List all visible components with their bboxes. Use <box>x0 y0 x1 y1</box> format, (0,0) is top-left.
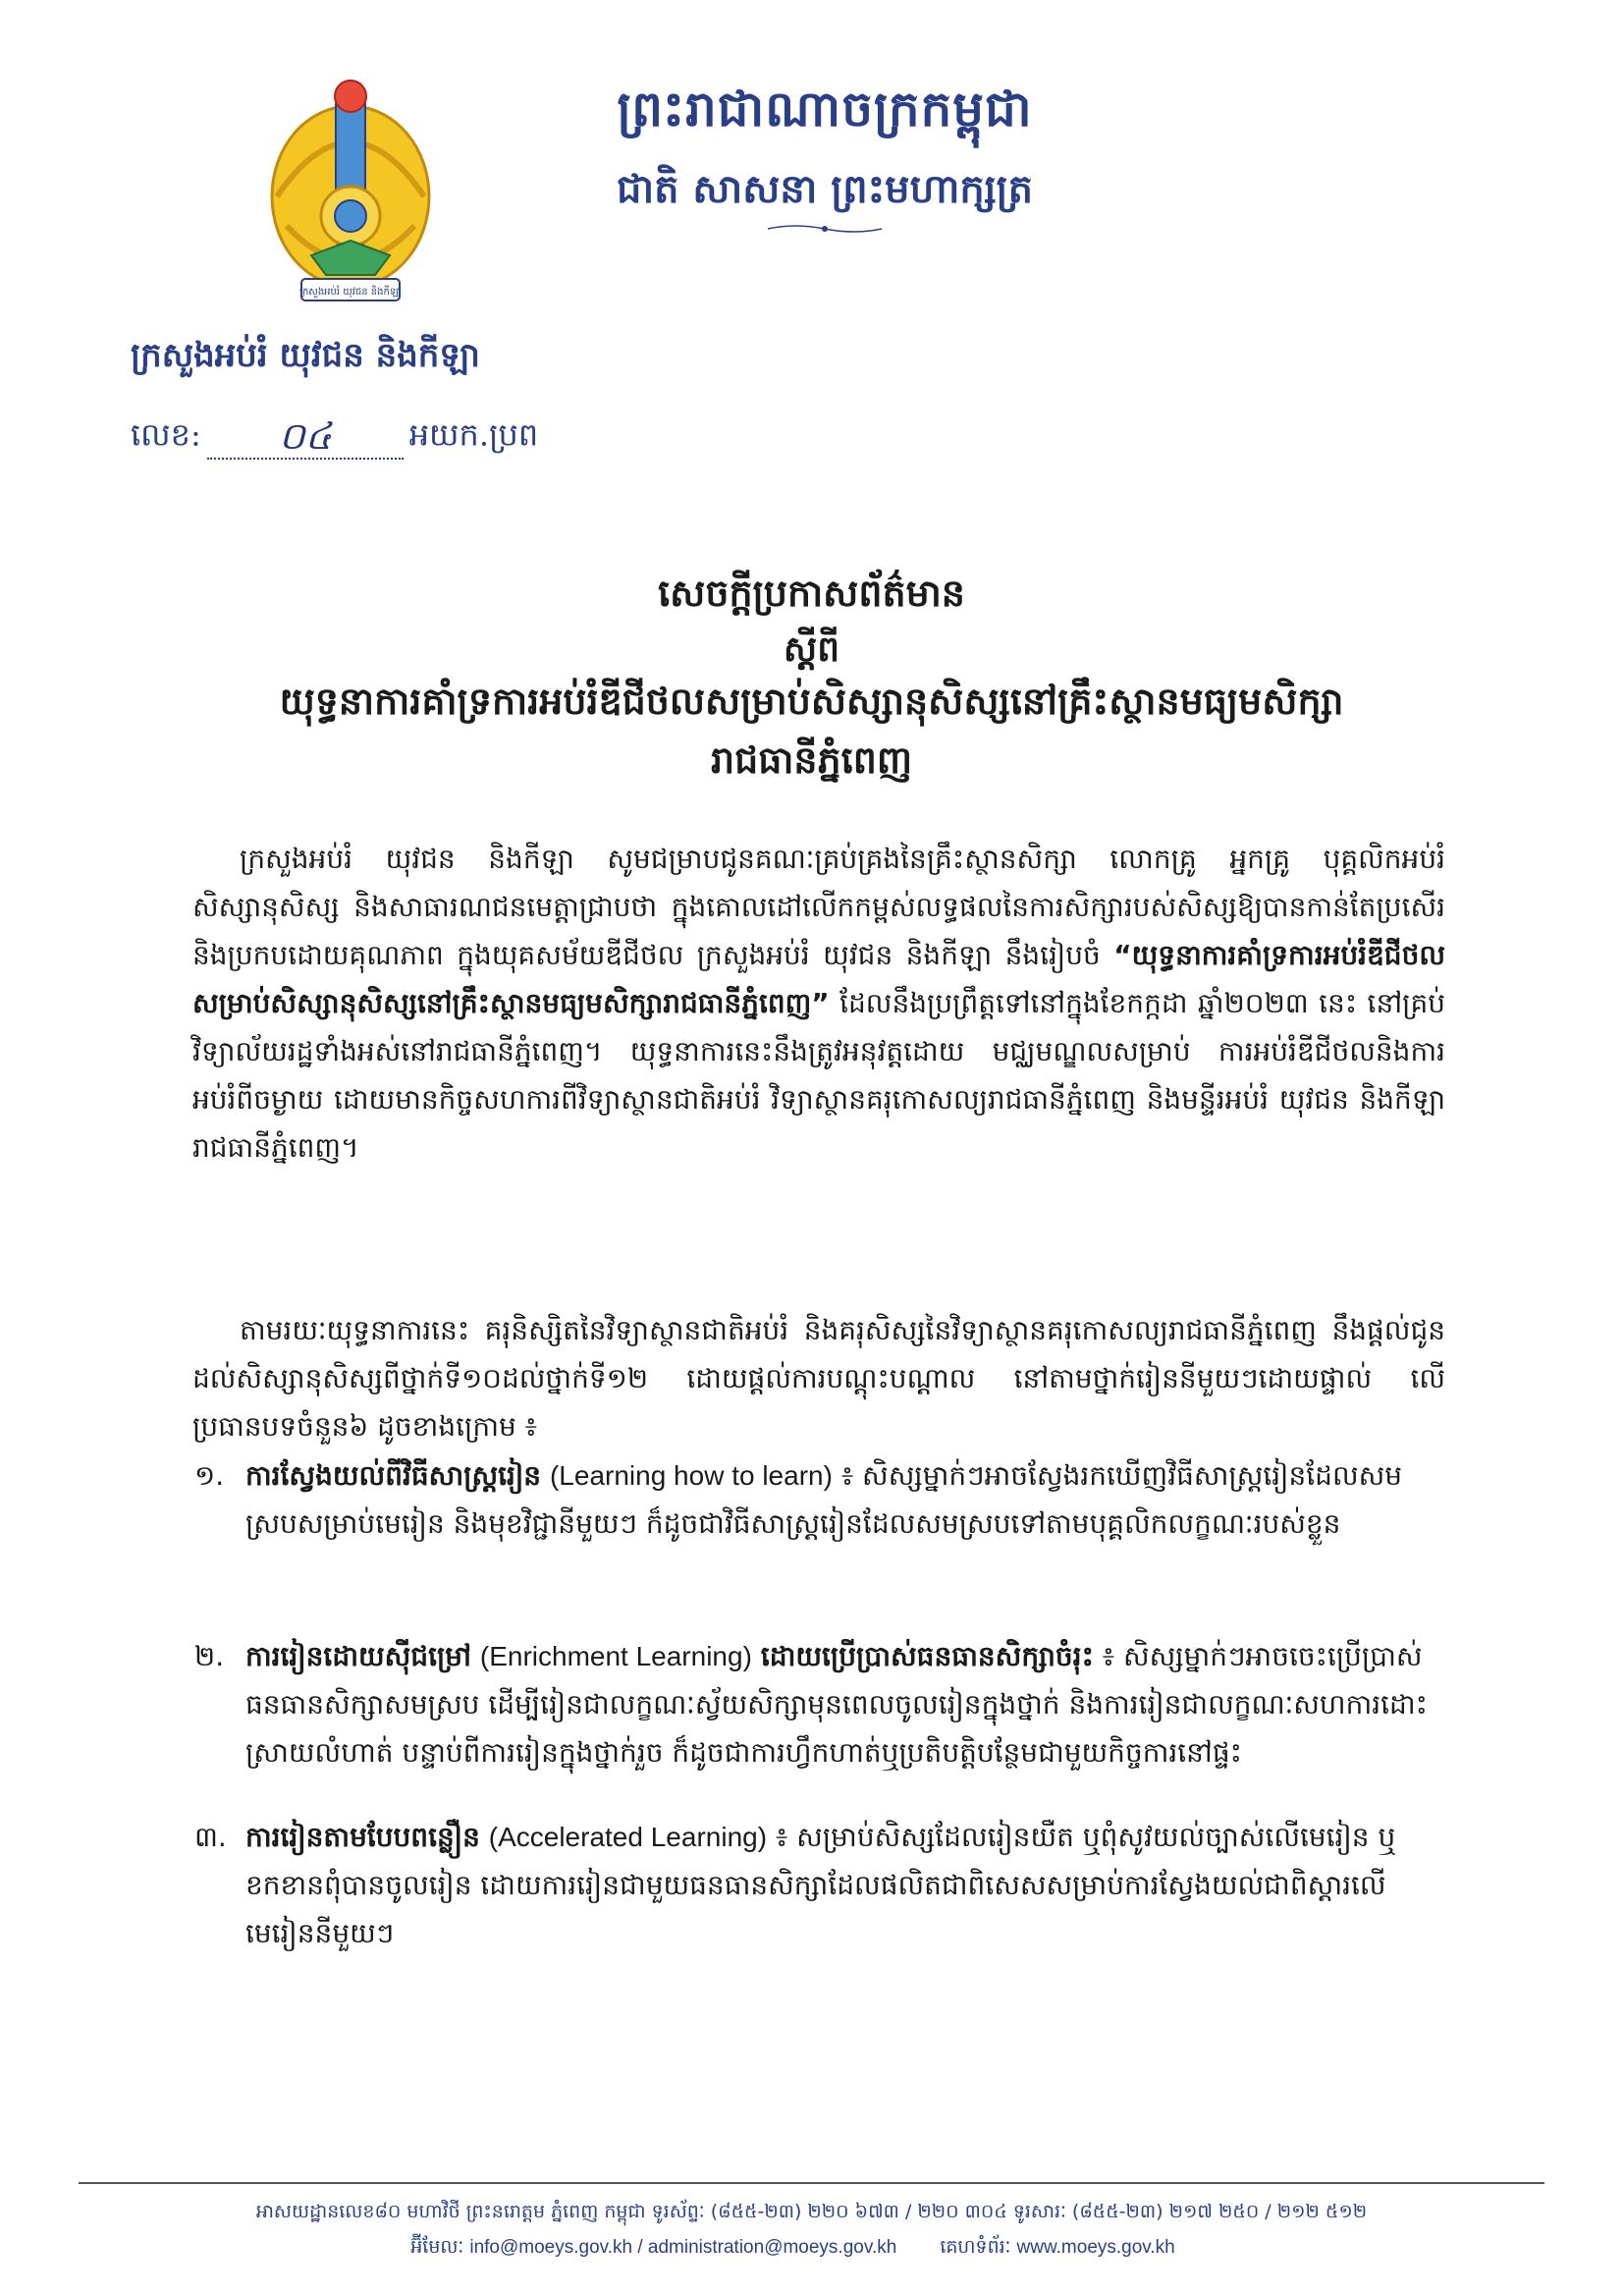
national-motto: ជាតិ សាសនា ព្រះមហាក្សត្រ <box>617 166 1033 212</box>
p2-text: តាមរយៈយុទ្ធនាការនេះ គរុនិស្សិតនៃវិទ្យាស្ថានជាតិអប់រំ និងគរុសិស្សនៃវិទ្យាស្ថានគរុកោសល្យរាជធានីភ្នំពេញ នឹងផ្តល់ជូនដល់សិស្សានុសិស្សពីថ្នាក់ទី១០ដល់ថ្នាក់ទី១២ ដោយផ្តល់ការបណ្តុះបណ្តាល នៅតាមថ្នាក់រៀននីមួយៗដោយផ្ទាល់ លើប្រធានបទចំនួន៦ ដូចខាងក្រោម ៖ <box>192 1314 1445 1443</box>
footer-contacts <box>79 2235 1544 2263</box>
website-value[interactable]: www.moeys.gov.kh <box>1016 2237 1175 2258</box>
item-heading-cont: ដោយប្រើប្រាស់ធនធានសិក្សាចំរុះ <box>760 1640 1094 1672</box>
ministry-name: ក្រសួងអប់រំ យុវជន និងកីឡា <box>131 336 480 375</box>
reference-number-line <box>131 409 538 465</box>
title-about: ស្តីពី <box>783 629 840 670</box>
title-subject: យុទ្ធនាការគាំទ្រការអប់រំឌីជីថលសម្រាប់សិស្សានុសិស្សនៅគ្រឹះស្ថានមធ្យមសិក្សា <box>279 679 1344 723</box>
item-text: ៖ សម្រាប់សិស្សដែលរៀនយឺត ឬពុំសូវយល់ច្បាស់លើមេរៀន ឬខកខានពុំបានចូលរៀន ដោយការរៀនជាមួយធនធានសិក្សាដែលផលិតជាពិសេសសម្រាប់ការស្វែងយល់ជាពិស្តារលើមេរៀននីមួយៗ <box>245 1821 1396 1949</box>
title-location: រាជធានីភ្នំពេញ <box>710 738 913 782</box>
footer-divider <box>79 2182 1544 2184</box>
email-label: អ៊ីមែលៈ <box>410 2236 464 2258</box>
item-english: (Learning how to learn) <box>549 1460 833 1491</box>
p1-campaign-name: “យុទ្ធនាការគាំទ្រការអប់រំឌីជីថលសម្រាប់សិស្សានុសិស្សនៅគ្រឹះស្ថានមធ្យមសិក្សារាជធានីភ្នំពេញ” <box>192 939 1446 1019</box>
ref-suffix: អយក.ប្រព <box>408 415 539 454</box>
footer-address: អាសយដ្ឋានលេខ៨០ មហាវិថី ព្រះនរោត្តម ភ្នំពេញ កម្ពុជា ទូរស័ព្ទៈ (៨៥៥-២៣) ២២០ ៦៧៣ / ២២០ ៣០៤ ទូរសារៈ (៨៥៥-២៣) ២១៧ ២៥០ / ២១២ ៥១២ <box>255 2201 1368 2222</box>
ornament-divider <box>766 221 884 237</box>
emblem-caption: ក្រសួងអប់រំ យុវជន និងកីឡា <box>298 287 403 298</box>
ref-number-handwritten: ០៤ <box>278 414 332 458</box>
item-number: ៣. <box>194 1821 227 1853</box>
kingdom-header <box>550 79 1100 222</box>
item-heading: ការរៀនតាមបែបពន្លឿន <box>245 1821 480 1853</box>
document-title: សេចក្តីប្រកាសព័ត៌មាន <box>658 571 965 615</box>
item-heading: ការស្វែងយល់ពីវិធីសាស្ត្ររៀន <box>245 1459 542 1492</box>
kingdom-name: ព្រះរាជាណាចក្រកម្ពុជា <box>617 80 1033 137</box>
item-text: ៖ សិស្សម្នាក់ៗអាចស្វែងរកឃើញវិធីសាស្ត្ររៀនដែលសមស្របសម្រាប់មេរៀន និងមុខវិជ្ជានីមួយៗ ក៏ដូចជាវិធីសាស្ត្ររៀនដែលសមស្របទៅតាមបុគ្គលិកលក្ខណៈរបស់ខ្លួន <box>245 1459 1403 1540</box>
item-heading: ការរៀនដោយស៊ីជម្រៅ <box>245 1640 471 1672</box>
ref-label: លេខ: <box>131 415 201 454</box>
list-item <box>194 1632 1445 1777</box>
p1-text-b: ដែលនឹងប្រព្រឹត្តទៅនៅក្នុងខែកក្កដា ឆ្នាំ២០២៣ នេះ នៅគ្រប់ វិទ្យាល័យរដ្ឋទាំងអស់នៅរាជធានីភ្នំពេញ។ យុទ្ធនាការនេះនឹងត្រូវអនុវត្តដោយ មជ្ឈមណ្ឌលសម្រាប់ ការអប់រំឌីជីថលនិងការអប់រំពីចម្ងាយ ដោយមានកិច្ចសហការពីវិទ្យាស្ថានជាតិអប់រំ វិទ្យាស្ថានគរុកោសល្យរាជធានីភ្នំពេញ និងមន្ទីរអប់រំ យុវជន និងកីឡារាជធានីភ្នំពេញ។ <box>192 987 1445 1164</box>
paragraph-topics-intro <box>192 1306 1445 1450</box>
p1-text-a: ក្រសួងអប់រំ យុវជន និងកីឡា សូមជម្រាបជូនគណៈគ្រប់គ្រងនៃគ្រឹះស្ថានសិក្សា លោកគ្រូ អ្នកគ្រូ បុគ្គលិកអប់រំ សិស្សានុសិស្ស និងសាធារណជនមេត្តាជ្រាបថា ក្នុងគោលដៅលើកកម្ពស់លទ្ធផលនៃការសិក្សារបស់សិស្សឱ្យបានកាន់តែប្រសើរនិងប្រកបដោយគុណភាព ក្នុងយុគសម័យឌីជីថល ក្រសួងអប់រំ យុវជន និងកីឡា នឹងរៀបចំ <box>192 843 1445 971</box>
item-text: ៖ សិស្សម្នាក់ៗអាចចេះប្រើប្រាស់ធនធានសិក្សាសមស្រប ដើម្បីរៀនជាលក្ខណៈស្វ័យសិក្សាមុនពេលចូលរៀនក្នុងថ្នាក់ និងការរៀនជាលក្ខណៈសហការដោះស្រាយលំហាត់ បន្ទាប់ពីការរៀនក្នុងថ្នាក់រួច ក៏ដូចជាការហ្វឹកហាត់ឬប្រតិបត្តិបន្ថែមជាមួយកិច្ចការនៅផ្ទះ <box>245 1640 1428 1769</box>
email-value[interactable]: info@moeys.gov.kh / administration@moeys.gov.kh <box>469 2237 897 2258</box>
item-english: (Accelerated Learning) <box>488 1822 768 1852</box>
website-label: គេហទំព័រៈ <box>940 2236 1011 2258</box>
ministry-emblem-logo <box>257 69 444 314</box>
paragraph-intro <box>192 835 1445 1172</box>
item-number: ២. <box>194 1640 225 1672</box>
list-item <box>194 1451 1445 1548</box>
item-number: ១. <box>194 1459 225 1492</box>
list-item <box>194 1813 1445 1957</box>
item-english: (Enrichment Learning) <box>479 1641 752 1671</box>
